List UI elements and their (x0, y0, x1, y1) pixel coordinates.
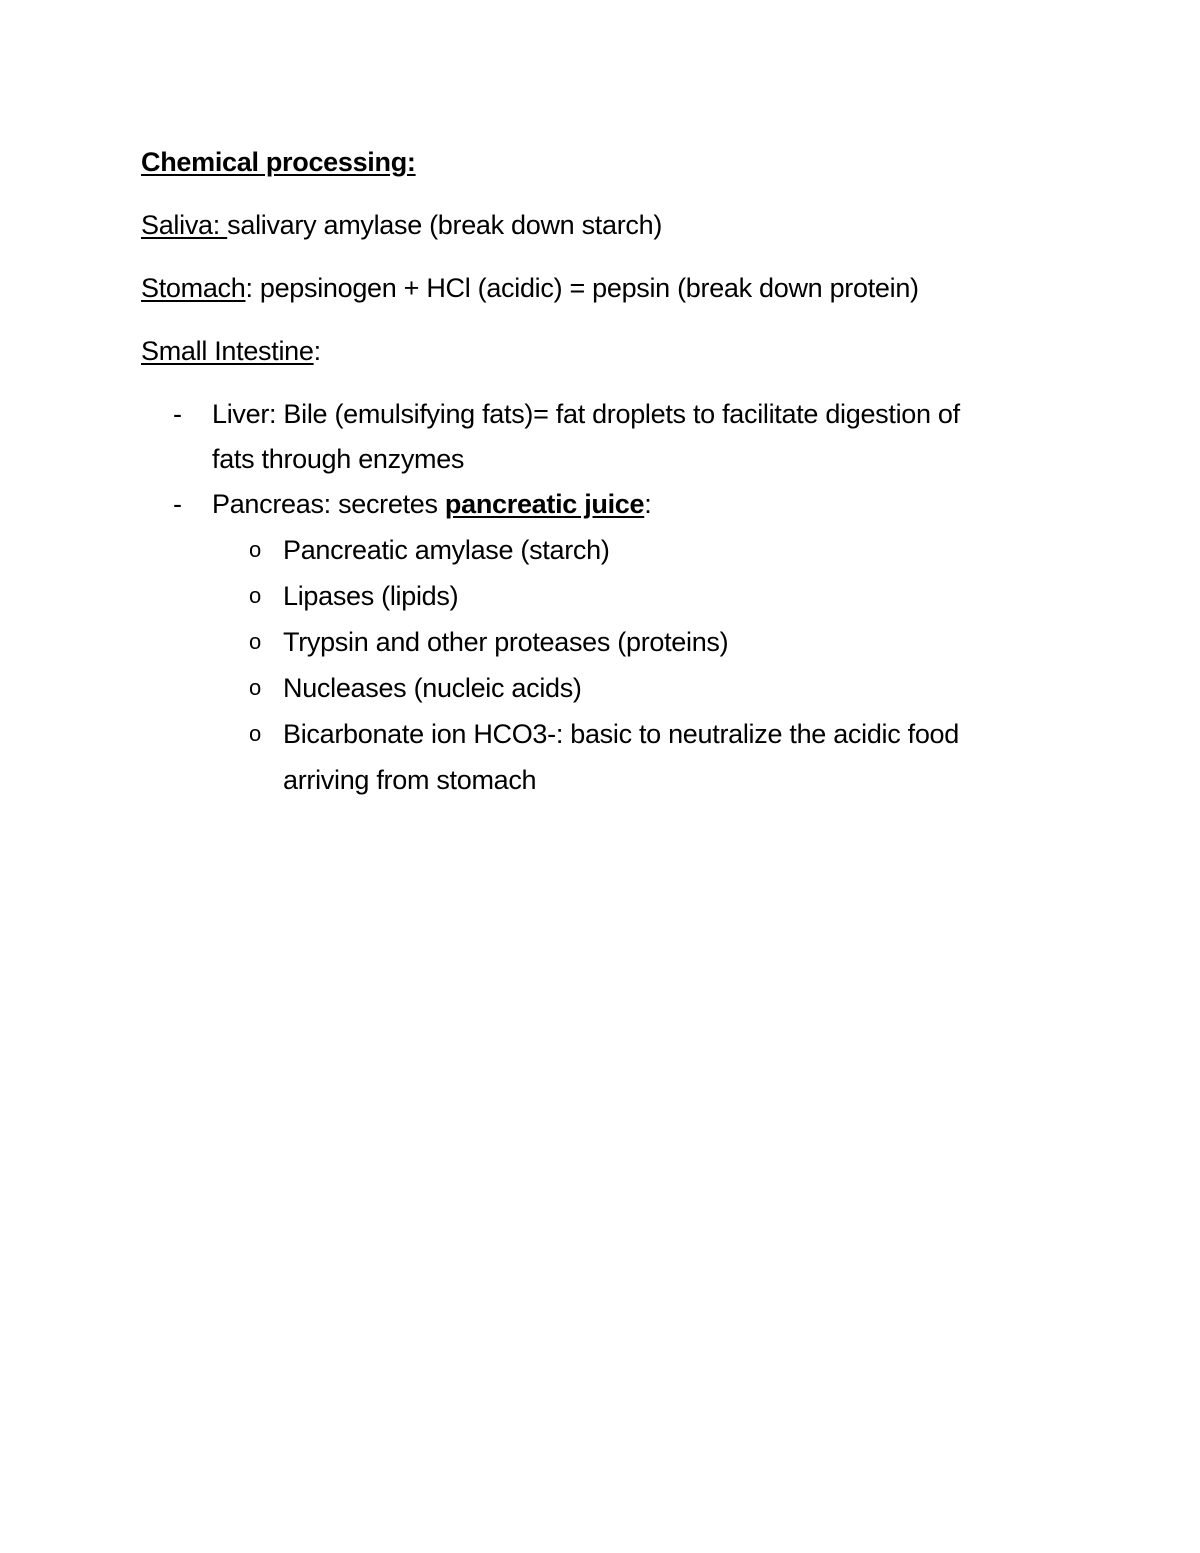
pancreas-prefix: Pancreas: secretes (212, 489, 445, 519)
circle-bullet: o (249, 537, 261, 562)
list-item (212, 665, 1061, 711)
heading-text: Chemical processing: (141, 147, 416, 177)
bicarbonate-line-1: Bicarbonate ion HCO3-: basic to neutralize the acidic food (283, 719, 959, 749)
list-item-text: Pancreatic amylase (starch) (283, 535, 610, 565)
bicarbonate-line-2: arriving from stomach (283, 765, 537, 795)
list-item-text: Lipases (lipids) (283, 581, 459, 611)
list-item (212, 573, 1061, 619)
circle-bullet: o (249, 629, 261, 654)
list-item (212, 619, 1061, 665)
saliva-text: salivary amylase (break down starch) (227, 210, 663, 240)
list-item-liver (141, 392, 1061, 482)
pancreas-suffix: : (644, 489, 652, 519)
liver-line-2: fats through enzymes (212, 444, 465, 474)
stomach-line (141, 266, 1061, 311)
saliva-label: Saliva: (141, 210, 228, 240)
small-intestine-list (141, 392, 1061, 527)
pancreatic-juice-list (141, 527, 1061, 803)
dash-bullet: - (173, 489, 182, 519)
list-item-text: Nucleases (nucleic acids) (283, 673, 582, 703)
list-item (212, 527, 1061, 573)
circle-bullet: o (249, 583, 261, 608)
saliva-line (141, 203, 1061, 248)
pancreatic-juice-emphasis: pancreatic juice (444, 489, 645, 519)
document-body (141, 140, 1061, 803)
circle-bullet: o (249, 721, 261, 746)
list-item-text: Trypsin and other proteases (proteins) (283, 627, 729, 657)
small-intestine-suffix: : (313, 336, 321, 366)
list-item-pancreas (141, 482, 1061, 527)
circle-bullet: o (249, 675, 261, 700)
small-intestine-line (141, 329, 1061, 374)
small-intestine-label: Small Intestine (141, 336, 314, 366)
liver-line-1: Liver: Bile (emulsifying fats)= fat droplets to facilitate digestion of (212, 399, 960, 429)
stomach-label: Stomach (141, 273, 246, 303)
heading (141, 140, 1061, 185)
dash-bullet: - (173, 399, 182, 429)
list-item-bicarbonate (212, 711, 1061, 803)
stomach-text: : pepsinogen + HCl (acidic) = pepsin (break down protein) (245, 273, 919, 303)
